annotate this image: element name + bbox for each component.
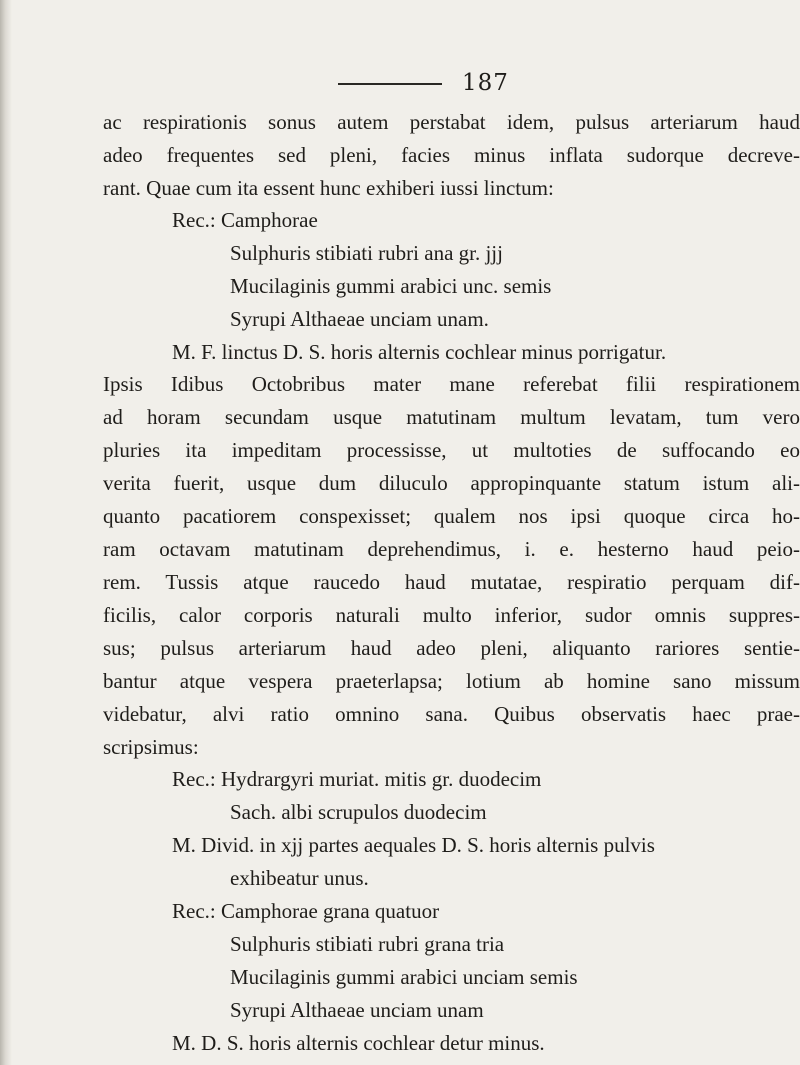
prescription-line: Sulphuris stibiati rubri grana tria	[230, 932, 505, 956]
prescription-line: Mucilaginis gummi arabici unc. semis	[230, 274, 552, 298]
prescription-line: M. D. S. horis alternis cochlear detur minus.	[172, 1031, 545, 1055]
prescription-line: Rec.: Camphorae	[172, 208, 318, 232]
text-line: sus; pulsus arteriarum haud adeo pleni, aliquanto rariores sentie-	[103, 636, 800, 660]
prescription-line: M. F. linctus D. S. horis alternis cochlear minus porrigatur.	[172, 340, 667, 364]
text-line: scripsimus:	[103, 735, 199, 759]
header-rule	[338, 83, 442, 85]
text-line: verita fuerit, usque dum diluculo appropinquante statum istum ali-	[103, 471, 800, 495]
text-line: ram octavam matutinam deprehendimus, i. e. hesterno haud peio-	[103, 537, 800, 561]
text-line: bantur atque vespera praeterlapsa; lotium ab homine sano missum	[103, 669, 800, 693]
text-line: quanto pacatiorem conspexisset; qualem nos ipsi quoque circa ho-	[103, 504, 800, 528]
prescription-line: M. Divid. in xjj partes aequales D. S. horis alternis pulvis	[172, 833, 655, 857]
prescription-line: Sulphuris stibiati rubri ana gr. jjj	[230, 241, 503, 265]
text-line: Ipsis Idibus Octobribus mater mane referebat filii respirationem	[103, 372, 800, 396]
prescription-line: Sach. albi scrupulos duodecim	[230, 800, 487, 824]
text-line: ac respirationis sonus autem perstabat idem, pulsus arteriarum haud	[103, 110, 800, 134]
text-line: adeo frequentes sed pleni, facies minus inflata sudorque decreve-	[103, 143, 800, 167]
prescription-line: Syrupi Althaeae unciam unam	[230, 998, 484, 1022]
prescription-line: Syrupi Althaeae unciam unam.	[230, 307, 489, 331]
prescription-line: exhibeatur unus.	[230, 866, 369, 890]
text-line: rem. Tussis atque raucedo haud mutatae, respiratio perquam dif-	[103, 570, 800, 594]
prescription-line: Rec.: Hydrargyri muriat. mitis gr. duodecim	[172, 767, 542, 791]
page-gutter-shadow	[0, 0, 12, 1065]
text-line: videbatur, alvi ratio omnino sana. Quibus observatis haec prae-	[103, 702, 800, 726]
text-line: ad horam secundam usque matutinam multum levatam, tum vero	[103, 405, 800, 429]
page-number: 187	[462, 70, 509, 96]
prescription-line: Mucilaginis gummi arabici unciam semis	[230, 965, 578, 989]
text-line: rant. Quae cum ita essent hunc exhiberi iussi linctum:	[103, 176, 554, 200]
prescription-line: Rec.: Camphorae grana quatuor	[172, 899, 440, 923]
text-line: ficilis, calor corporis naturali multo inferior, sudor omnis suppres-	[103, 603, 800, 627]
text-line: pluries ita impeditam processisse, ut multoties de suffocando eo	[103, 438, 800, 462]
